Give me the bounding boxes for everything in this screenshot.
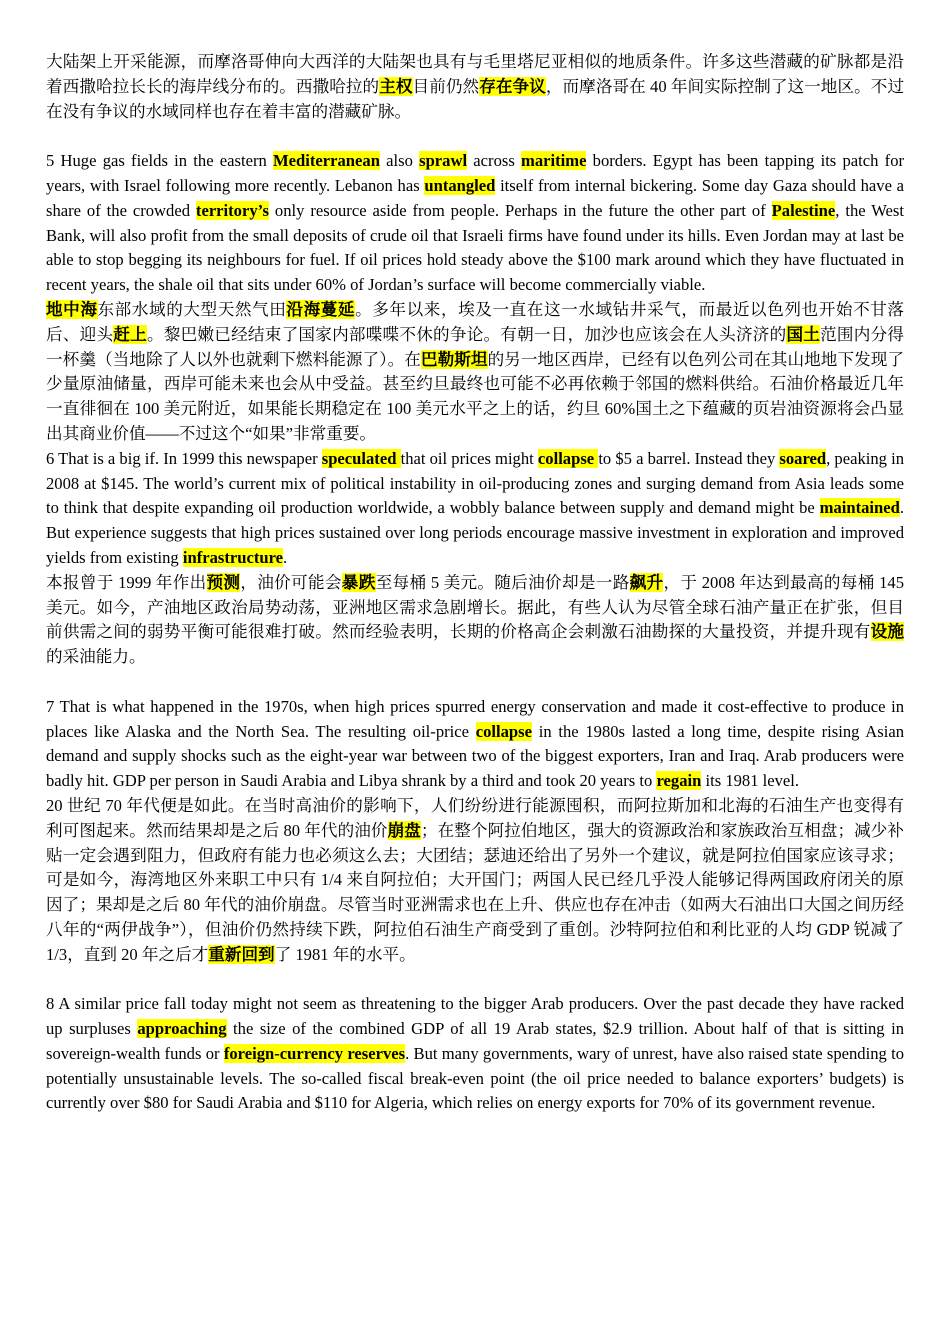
highlighted-term: 设施 — [870, 622, 904, 642]
text-run: , peaking in 2008 at $145. The world’s current mix of political instability in oil-producing zones and surging demand from Asia leads some to think that despite expanding oil production worldwide, a wobbly balance between supply and demand might be — [46, 448, 905, 518]
paragraph-gap — [46, 670, 904, 695]
text-run: . But many governments, wary of unrest, have also raised state spending to potentially unsustainable levels. The so-called fiscal break-even point (the oil price needed to balance exporters’ budgets) is currently over $80 for Saudi Arabia and $110 for Algeria, which relies on energy exports for 70% of its government revenue. — [46, 1043, 904, 1113]
text-run: 的另一地区西岸，已经有以色列公司在其山地地下发现了少量原油储量，西岸可能未来也会从中受益。甚至约旦最终也可能不必再依赖于邻国的燃料供给。石油价格最近几年一直徘徊在 100 美元附近，如果能长期稳定在 100 美元水平之上的话，约旦 60%国土之下蕴藏的页岩油资源将会凸显出其商业价值——不过这个“如果”非常重要。 — [46, 349, 905, 443]
text-run: borders. Egypt has been tapping its patch for years, with Israel following more recently. Lebanon has — [46, 151, 905, 195]
text-run: . — [283, 547, 288, 567]
text-run: across — [467, 151, 522, 171]
highlighted-term: regain — [656, 771, 702, 791]
text-run: 的采油能力。 — [46, 647, 146, 667]
text-run: 本报曾于 1999 年作出 — [46, 572, 207, 592]
text-run: that oil prices might — [400, 448, 538, 468]
text-run: ，而摩洛哥在 40 年间实际控制了这一地区。不过在没有争议的水域同样也存在着丰富的潜藏矿脉。 — [46, 76, 905, 121]
text-run: 。黎巴嫩已经结束了国家内部喋喋不休的争论。有朝一日，加沙也应该会在人头济济的 — [146, 324, 787, 344]
text-run: 7 That is what happened in the 1970s, when high prices spurred energy conservation and made it cost-effective to produce in places like Alaska and the North Sea. The resulting oil-price — [46, 696, 904, 741]
highlighted-term: maritime — [521, 151, 587, 171]
highlighted-term: territory’s — [195, 200, 270, 220]
paragraph-chinese — [46, 571, 904, 670]
text-run: itself from internal bickering. Some day Gaza should have a share of the crowded — [46, 175, 905, 220]
highlighted-term: Mediterranean — [273, 151, 380, 171]
highlighted-term: infrastructure — [182, 547, 284, 567]
highlighted-term: 预测 — [206, 572, 241, 592]
paragraph-english — [46, 695, 904, 794]
highlighted-term: 飙升 — [629, 572, 664, 592]
highlighted-term: 巴勒斯坦 — [420, 349, 488, 369]
highlighted-term: 国土 — [786, 324, 821, 344]
text-run: 大陆架上开采能源，而摩洛哥伸向大西洋的大陆架也具有与毛里塔尼亚相似的地质条件。许多这些潜藏的矿脉都是沿着西撒哈拉长长的海岸线分布的。西撒哈拉的 — [46, 52, 904, 96]
text-run: 至每桶 5 美元。随后油价却是一路 — [375, 572, 630, 592]
paragraph-english — [46, 447, 904, 571]
text-run: ，于 2008 年达到最高的每桶 145 美元。如今，产油地区政治局势动荡，亚洲地区需求急剧增长。据此，有些人认为尽管全球石油产量正在扩张，但目前供需之间的弱势平衡可能很难打破。然而经验表明，长期的价格高企会刺激石油勘探的大量投资，并提升现有 — [46, 572, 905, 642]
text-run: ，油价可能会 — [240, 572, 342, 592]
highlighted-term: 重新回到 — [208, 944, 275, 964]
highlighted-term: sprawl — [419, 151, 468, 171]
paragraph-gap — [46, 124, 904, 149]
highlighted-term: soared — [779, 448, 827, 468]
highlighted-term: maintained — [819, 498, 900, 518]
paragraph-chinese — [46, 794, 904, 968]
text-run: to $5 a barrel. Instead they — [598, 448, 780, 468]
text-run: 范围内分得一杯羹（当地除了人以外也就剩下燃料能源了）。在 — [46, 324, 904, 369]
text-run: 。多年以来，埃及一直在这一水域钻井采气，而最近以色列也开始不甘落后、迎头 — [46, 299, 905, 344]
highlighted-term: speculated — [321, 448, 401, 468]
highlighted-term: foreign-currency reserves — [223, 1043, 406, 1063]
text-run: 了 1981 年的水平。 — [274, 944, 416, 964]
highlighted-term: 沿海蔓延 — [286, 299, 356, 319]
text-run: 6 That is a big if. In 1999 this newspaper — [46, 448, 322, 468]
highlighted-term: 主权 — [379, 76, 413, 96]
text-run: 20 世纪 70 年代便是如此。在当时高油价的影响下，人们纷纷进行能源囤积，而阿拉斯加和北海的石油生产也变得有利可图起来。然而结果却是之后 80 年代的油价 — [46, 795, 904, 840]
highlighted-term: 崩盘 — [387, 820, 421, 840]
paragraph-english — [46, 149, 904, 298]
highlighted-term: approaching — [137, 1019, 227, 1039]
highlighted-term: Palestine — [771, 200, 836, 220]
highlighted-term: 暴跌 — [341, 572, 376, 592]
text-run: ；在整个阿拉伯地区，强大的资源政治和家族政治互相盘；减少补贴一定会遇到阻力，但政府有能力也必须这么去；大团结；瑟迪还给出了另外一个建议，就是阿拉伯国家应该寻求；可是如今，海湾地区外来职工中只有 1/4 来自阿拉伯；大开国门；两国人民已经几乎没人能够记得两国政府闭关的原因了；果却是之后 80 年代的油价崩盘。尽管当时亚洲需求也在上升、供应也存在冲击（如两大石油出口大国之间历经八年的“两伊战争”），但油价仍然持续下跌，阿拉伯石油生产商受到了重创。沙特阿拉伯和利比亚的人均 GDP 锐减了 1/3，直到 20 年之后才 — [46, 820, 905, 964]
paragraph-gap — [46, 967, 904, 992]
paragraph-chinese — [46, 50, 904, 124]
text-run: 5 Huge gas fields in the eastern — [46, 151, 274, 171]
highlighted-term: collapse — [475, 721, 532, 741]
text-run: 8 A similar price fall today might not seem as threatening to the bigger Arab producers. Over the past decade they have racked up surpluses — [46, 994, 904, 1039]
highlighted-term: untangled — [424, 175, 496, 195]
text-run: . But experience suggests that high prices sustained over long periods encourage massive investment in exploration and improved yields from existing — [46, 498, 904, 567]
highlighted-term: collapse — [537, 448, 599, 468]
text-run: , the West Bank, will also profit from the small deposits of crude oil that Israeli firms have found under its hills. Even Jordan may at last be able to stop begging its neighbours for fuel. If oil prices hold steady above the $100 mark around which they have fluctuated in recent years, the shale oil that sits under 60% of Jordan’s surface will become commercially viable. — [46, 200, 904, 295]
text-run: also — [379, 151, 420, 171]
highlighted-term: 存在争议 — [479, 76, 546, 96]
text-run: the size of the combined GDP of all 19 Arab states, $2.9 trillion. About half of that is sitting in sovereign-wealth funds or — [46, 1019, 904, 1063]
text-run: 东部水域的大型天然气田 — [97, 299, 287, 319]
text-run: only resource aside from people. Perhaps in the future the other part of — [269, 200, 772, 220]
paragraph-chinese — [46, 298, 904, 447]
text-run: 目前仍然 — [412, 76, 480, 96]
text-run: its 1981 level. — [701, 771, 800, 791]
highlighted-term: 赶上 — [113, 324, 147, 344]
text-run: in the 1980s lasted a long time, despite rising Asian demand and supply shocks such as the eight-year war between two of the biggest exporters, Iran and Iraq. Arab producers were badly hit. GDP per person in Saudi Arabia and Libya shrank by a third and took 20 years to — [46, 721, 904, 791]
paragraph-english — [46, 992, 904, 1116]
highlighted-term: 地中海 — [46, 299, 98, 319]
